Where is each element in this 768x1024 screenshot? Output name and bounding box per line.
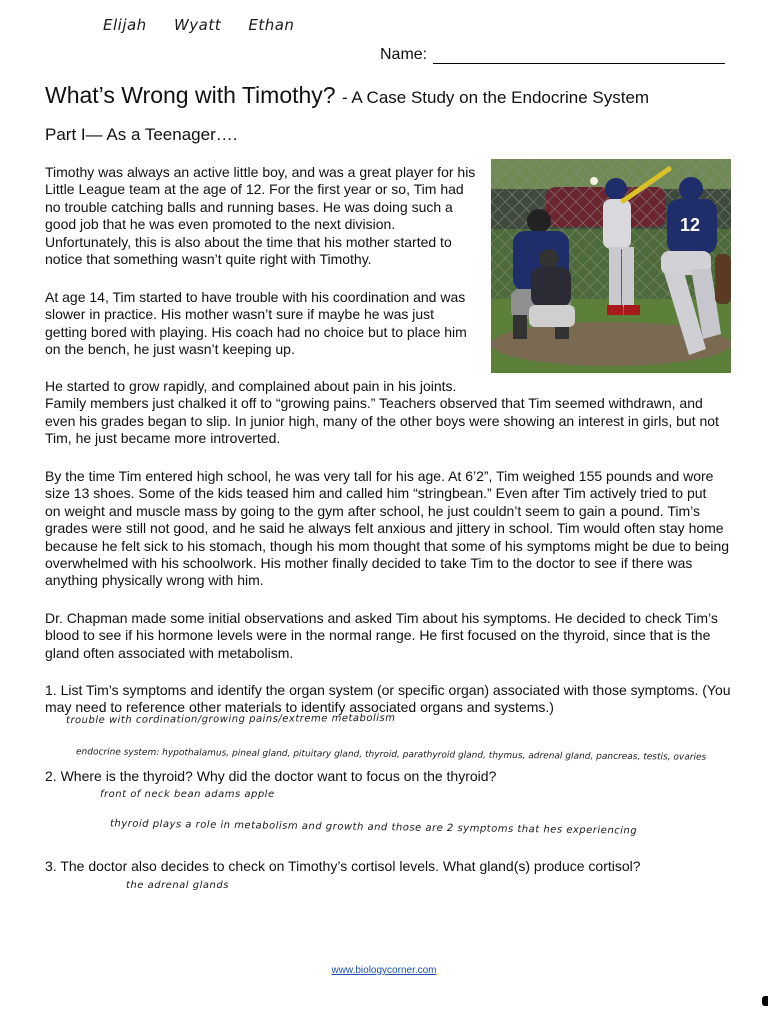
- answer-1-line-2[interactable]: endocrine system: hypothalamus, pineal gland, pituitary gland, thyroid, parathyroid gland, thymus, adrenal gland, pancreas, testis, ovaries: [75, 747, 707, 763]
- question-3: 3. The doctor also decides to check on Timothy’s cortisol levels. What gland(s) produce cortisol?: [45, 858, 641, 874]
- question-2: 2. Where is the thyroid? Why did the doctor want to focus on the thyroid?: [45, 768, 497, 784]
- text-line: anything physically wrong with him.: [45, 572, 264, 589]
- footer-link[interactable]: www.biologycorner.com: [331, 965, 437, 976]
- paragraph-growth: [45, 378, 719, 448]
- footer: [0, 965, 768, 976]
- paragraph-age-14: [45, 289, 467, 359]
- text-line: He started to grow rapidly, and complained about pain in his joints.: [45, 378, 457, 394]
- name-label: Name:: [380, 46, 428, 63]
- paragraph-high-school: [45, 468, 729, 590]
- title-subtitle: - A Case Study on the Endocrine System: [341, 88, 650, 107]
- paragraph-doctor: [45, 610, 718, 662]
- answer-1-line-1[interactable]: trouble with cordination/growing pains/extreme metabolism: [65, 712, 396, 727]
- question-text: may need to reference other materials to identify associated organs and systems.): [45, 699, 554, 715]
- text-line: Little League team at the age of 12. For the first year or so, Tim had: [45, 181, 464, 198]
- text-line: getting bored with playing. His coach had no choice but to place him: [45, 323, 467, 340]
- page-title: [45, 82, 649, 109]
- text-line: Tim, he just became more introverted.: [45, 430, 281, 447]
- text-line: on weight and muscle mass by going to the gym after school, he just couldn’t seem to gain a pound. Tim’s: [45, 502, 700, 519]
- name-field[interactable]: [380, 46, 725, 64]
- text-line: By the time Tim entered high school, he was very tall for his age. At 6’2”, Tim weighed 155 pounds and wore: [45, 468, 714, 484]
- question-text: 1. List Tim’s symptoms and identify the organ system (or specific organ) associated with those symptoms. (You: [45, 682, 731, 698]
- paragraph-intro: [45, 164, 475, 268]
- photo-jersey-number: 12: [680, 215, 701, 235]
- text-line: gland often associated with metabolism.: [45, 644, 294, 661]
- text-line: no trouble catching balls and running bases. He was doing such a: [45, 198, 453, 215]
- question-1: [45, 682, 731, 716]
- title-main: What’s Wrong with Timothy?: [45, 82, 336, 108]
- baseball-photo: [491, 159, 731, 373]
- part-heading: Part I— As a Teenager….: [45, 125, 238, 144]
- text-line: on the bench, he just wasn’t keeping up.: [45, 341, 295, 358]
- text-line: Unfortunately, this is also about the time that his mother started to: [45, 233, 452, 250]
- text-line: because he felt sick to his stomach, though his mom thought that some of his symptoms might be due to being: [45, 537, 730, 554]
- text-line: Timothy was always an active little boy, and was a great player for his: [45, 164, 476, 180]
- handwritten-student-names: Elijah Wyatt Ethan: [103, 16, 295, 34]
- text-line: good job that he was even promoted to the next division.: [45, 216, 396, 233]
- text-line: blood to see if his hormone levels were in the normal range. He first focused on the thyroid, since that is the: [45, 627, 711, 644]
- text-line: At age 14, Tim started to have trouble with his coordination and was: [45, 289, 466, 305]
- answer-2-line-2[interactable]: thyroid plays a role in metabolism and growth and those are 2 symptoms that hes experiencing: [109, 818, 638, 837]
- text-line: notice that something wasn’t quite right with Timothy.: [45, 251, 372, 268]
- text-line: slower in practice. His mother wasn’t sure if maybe he was just: [45, 306, 435, 323]
- name-underline: [433, 47, 725, 64]
- page-edge-mark: [762, 996, 768, 1006]
- text-line: even his grades began to slip. In junior high, many of the other boys were showing an interest in girls, but not: [45, 412, 719, 429]
- answer-3-line-1[interactable]: the adrenal glands: [126, 880, 229, 891]
- answer-2-line-1[interactable]: front of neck bean adams apple: [100, 789, 275, 800]
- text-line: grades were still not good, and he said he always felt anxious and jittery in school. Tim would often stay home: [45, 520, 724, 537]
- text-line: Dr. Chapman made some initial observations and asked Tim about his symptoms. He decided to check Tim’s: [45, 610, 718, 626]
- text-line: Family members just chalked it off to “growing pains.” Teachers observed that Tim seemed withdrawn, and: [45, 395, 703, 412]
- text-line: size 13 shoes. Some of the kids teased him and called him “stringbean.” Even after Tim actively tried to put: [45, 485, 707, 502]
- text-line: overwhelmed with his schoolwork. His mother finally decided to take Tim to the doctor to see if there was: [45, 555, 693, 572]
